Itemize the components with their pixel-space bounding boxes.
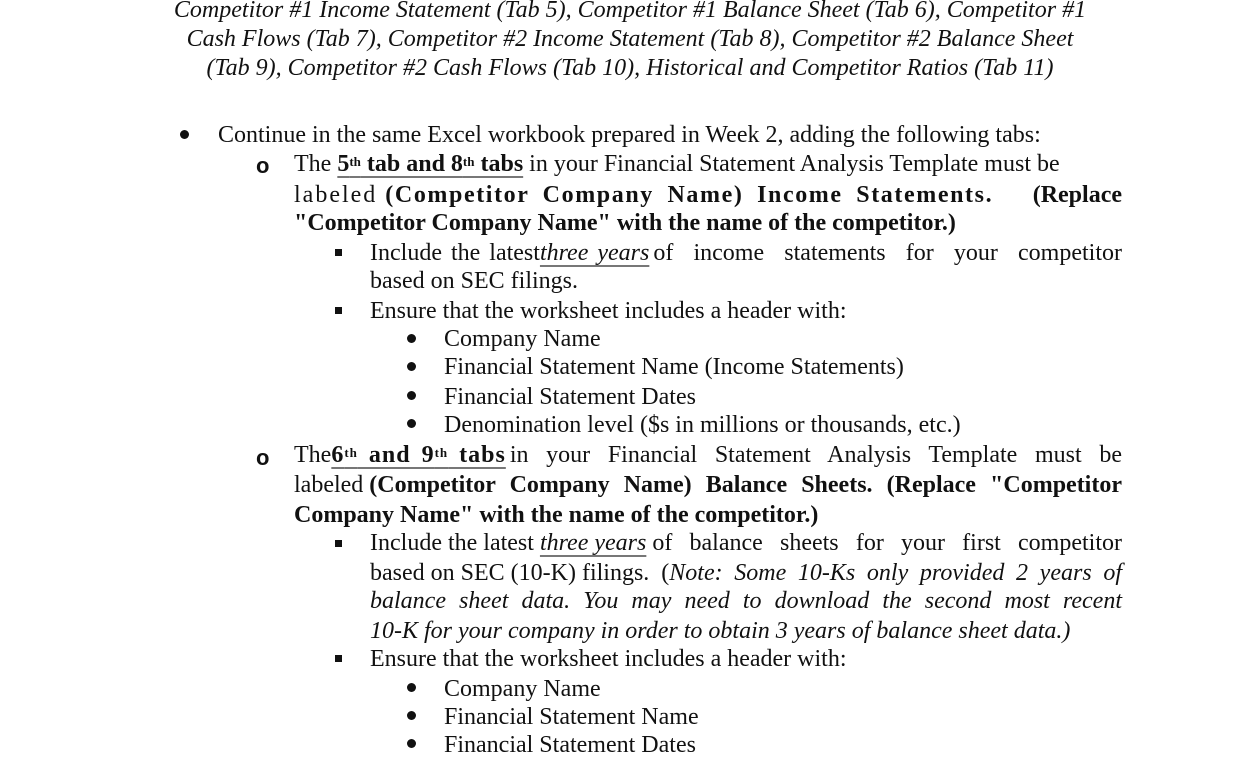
balance-sub-1-line-2: based on SEC (10-K) filings. ( Note: Some 10-Ks only provided 2 years of [370,560,1122,586]
bullet-dot-icon [407,362,416,371]
bullet-dot-icon [407,391,416,400]
income-header-item: Company Name [444,326,601,352]
income-tabs-ref: 5th tab and 8th tabs [337,151,524,177]
square-bullet-icon [335,249,342,256]
income-tabs-line-1: The 5th tab and 8th tabs in your Financial Statement Analysis Template must be [294,151,1060,177]
balance-tabs-line-3: Company Name" with the name of the competitor.) [294,502,819,528]
income-sub-2: Ensure that the worksheet includes a header with: [370,298,847,324]
section-heading [140,0,1120,83]
bullet-dot-icon [407,334,416,343]
income-tabs-line-3: "Competitor Company Name" with the name of the competitor.) [294,210,956,236]
square-bullet-icon [335,655,342,662]
main-bullet-text: Continue in the same Excel workbook prepared in Week 2, adding the following tabs: [218,122,1041,148]
balance-sub-2: Ensure that the worksheet includes a header with: [370,646,847,672]
heading-line-1: Competitor #1 Income Statement (Tab 5), Competitor #1 Balance Sheet (Tab 6), Competitor #1 [173,0,1087,23]
income-sub-1-line-1: Include the latest three years of income statements for your competitor [370,240,1122,266]
balance-tabs-ref: 6th and 9th tabs [331,442,506,468]
balance-tabs-line-2: labeled (Competitor Company Name) Balance Sheets. (Replace "Competitor [294,472,1122,498]
circle-bullet-icon: o [256,153,270,178]
balance-header-item: Financial Statement Name [444,704,699,730]
income-header-item: Denomination level ($s in millions or thousands, etc.) [444,412,961,438]
bullet-dot-icon [407,419,416,428]
income-tabs-line-2: labeled (Competitor Company Name) Income Statements. (Replace [294,182,1122,208]
balance-sub-1-line-4: 10-K for your company in order to obtain 3 years of balance sheet data.) [370,618,1071,644]
heading-line-3: (Tab 9), Competitor #2 Cash Flows (Tab 10), Historical and Competitor Ratios (Tab 11) [206,55,1054,81]
circle-bullet-icon: o [256,445,270,470]
balance-header-item: Company Name [444,676,601,702]
heading-line-2: Cash Flows (Tab 7), Competitor #2 Income Statement (Tab 8), Competitor #2 Balance Sheet [186,26,1074,52]
bullet-dot-icon [180,130,189,139]
balance-sub-1-line-3: balance sheet data. You may need to download the second most recent [370,588,1122,614]
bullet-dot-icon [407,739,416,748]
square-bullet-icon [335,540,342,547]
square-bullet-icon [335,307,342,314]
balance-tabs-line-1: The 6th and 9th tabs in your Financial Statement Analysis Template must be [294,442,1122,468]
income-sub-1-line-2: based on SEC filings. [370,268,578,294]
income-header-item: Financial Statement Dates [444,384,696,410]
bullet-dot-icon [407,683,416,692]
income-header-item: Financial Statement Name (Income Statements) [444,354,904,380]
bullet-dot-icon [407,711,416,720]
balance-header-item: Financial Statement Dates [444,732,696,758]
balance-sub-1-line-1: Include the latest three years of balance sheets for your first competitor [370,530,1122,556]
